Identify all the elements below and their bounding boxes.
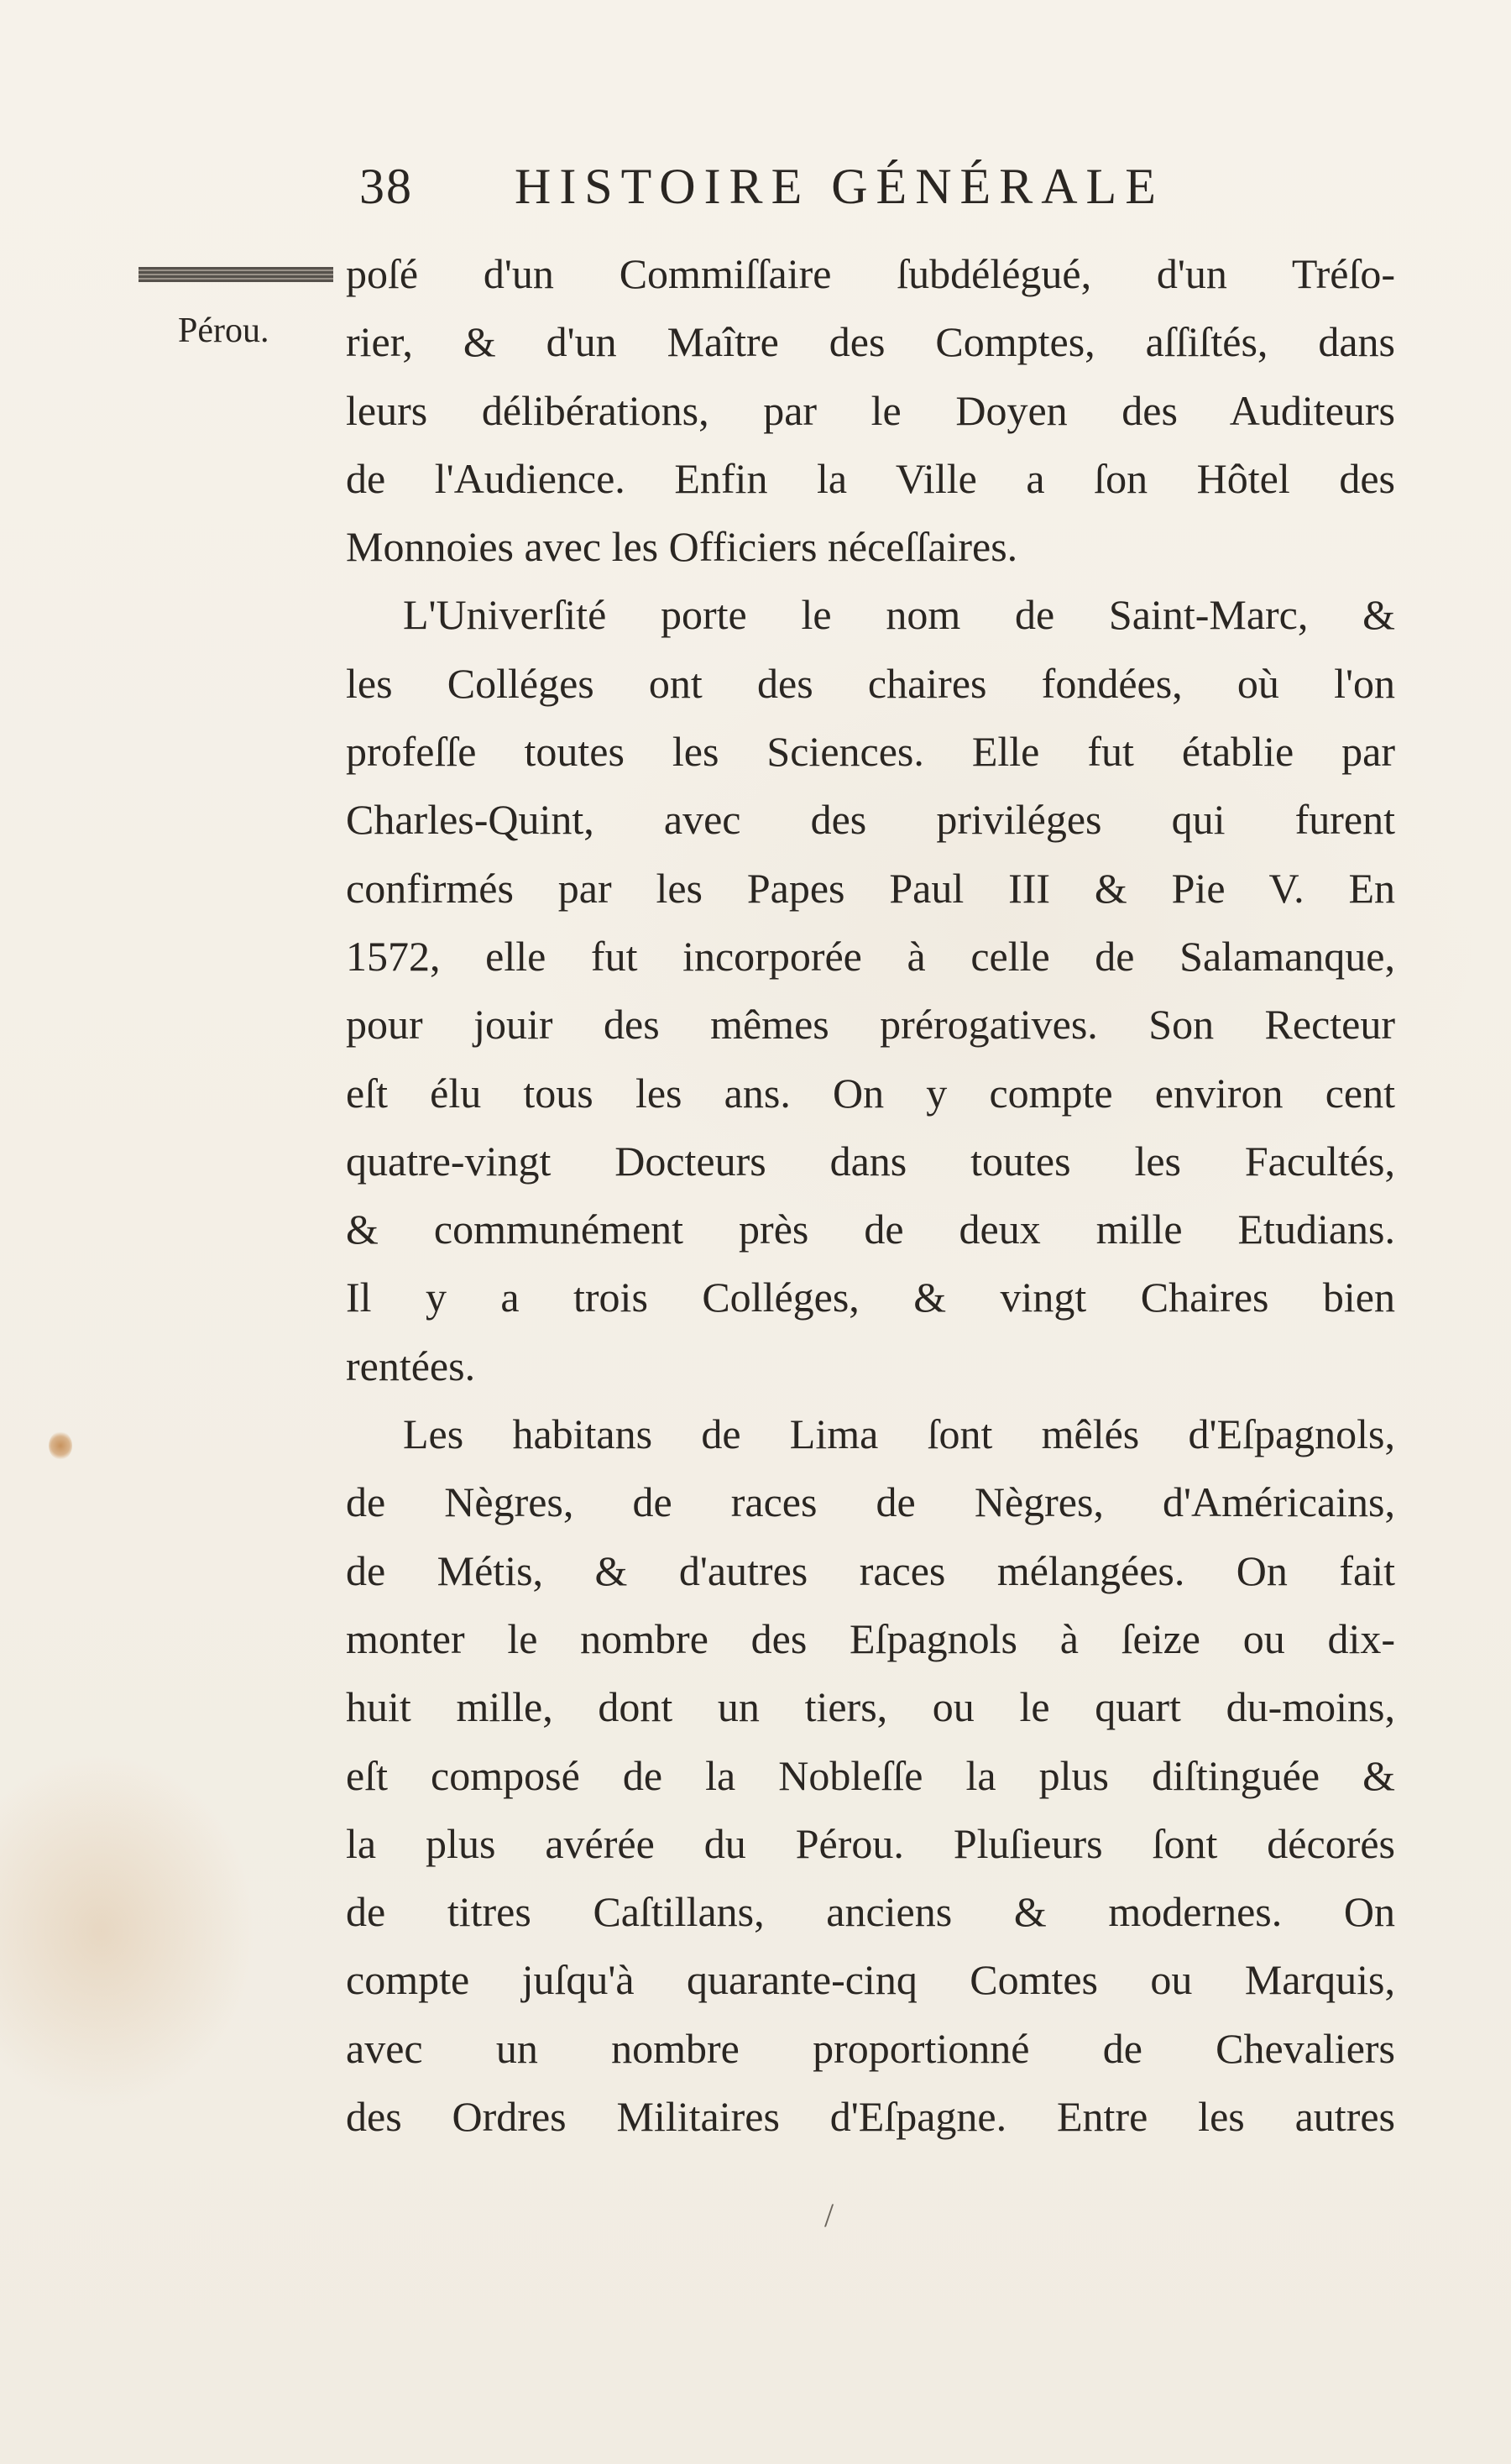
body-text: [346, 240, 1395, 2151]
text-line: Charles-Quint, avec des priviléges qui furent: [346, 796, 1395, 844]
margin-note: Pérou.: [178, 311, 269, 350]
text-line: de titres Caſtillans, anciens & modernes. On: [346, 1888, 1395, 1936]
text-line: leurs délibérations, par le Doyen des Auditeurs: [346, 386, 1395, 434]
page-header: [359, 158, 1266, 225]
text-line: Monnoies avec les Officiers néceſſaires.: [346, 523, 1018, 571]
text-line: des Ordres Militaires d'Eſpagne. Entre les autres: [346, 2093, 1395, 2141]
text-line: de Métis, & d'autres races mélangées. On fait: [346, 1546, 1395, 1594]
text-line: & communément près de deux mille Etudians.: [346, 1206, 1395, 1253]
text-line: pour jouir des mêmes prérogatives. Son Recteur: [346, 1001, 1395, 1049]
text-line: profeſſe toutes les Sciences. Elle fut établie par: [346, 728, 1395, 776]
text-line: confirmés par les Papes Paul III & Pie V. En: [346, 864, 1395, 912]
foxing-stain: [49, 1431, 72, 1460]
footer-mark: /: [824, 2196, 834, 2234]
text-line: huit mille, dont un tiers, ou le quart du-moins,: [346, 1683, 1395, 1731]
running-title: HISTOIRE GÉNÉRALE: [515, 159, 1164, 214]
text-line: les Colléges ont des chaires fondées, où l'on: [346, 659, 1395, 707]
text-line: rier, & d'un Maître des Comptes, aſſiſtés, dans: [346, 318, 1395, 366]
margin-rule: [139, 267, 333, 282]
paragraph-start: L'Univerſité porte le nom de Saint-Marc, &: [403, 591, 1395, 639]
text-line: monter le nombre des Eſpagnols à ſeize ou dix-: [346, 1614, 1395, 1662]
text-line: eſt composé de la Nobleſſe la plus diſtinguée &: [346, 1751, 1395, 1799]
text-line: poſé d'un Commiſſaire ſubdélégué, d'un Tréſo-: [346, 250, 1395, 297]
text-line: eſt élu tous les ans. On y compte environ cent: [346, 1069, 1395, 1117]
text-line: quatre-vingt Docteurs dans toutes les Facultés,: [346, 1137, 1395, 1185]
text-line: compte juſqu'à quarante-cinq Comtes ou Marquis,: [346, 1956, 1395, 2004]
text-line: Il y a trois Colléges, & vingt Chaires bien: [346, 1274, 1395, 1321]
text-line: la plus avérée du Pérou. Pluſieurs ſont décorés: [346, 1819, 1395, 1867]
text-line: de l'Audience. Enfin la Ville a ſon Hôtel des: [346, 454, 1395, 502]
text-line: 1572, elle fut incorporée à celle de Salamanque,: [346, 932, 1395, 980]
page-number: 38: [359, 159, 413, 214]
text-line: de Nègres, de races de Nègres, d'Américains,: [346, 1478, 1395, 1526]
paragraph-start: Les habitans de Lima ſont mêlés d'Eſpagnols,: [403, 1410, 1395, 1458]
text-line: avec un nombre proportionné de Chevaliers: [346, 2024, 1395, 2072]
text-line: rentées.: [346, 1342, 476, 1389]
